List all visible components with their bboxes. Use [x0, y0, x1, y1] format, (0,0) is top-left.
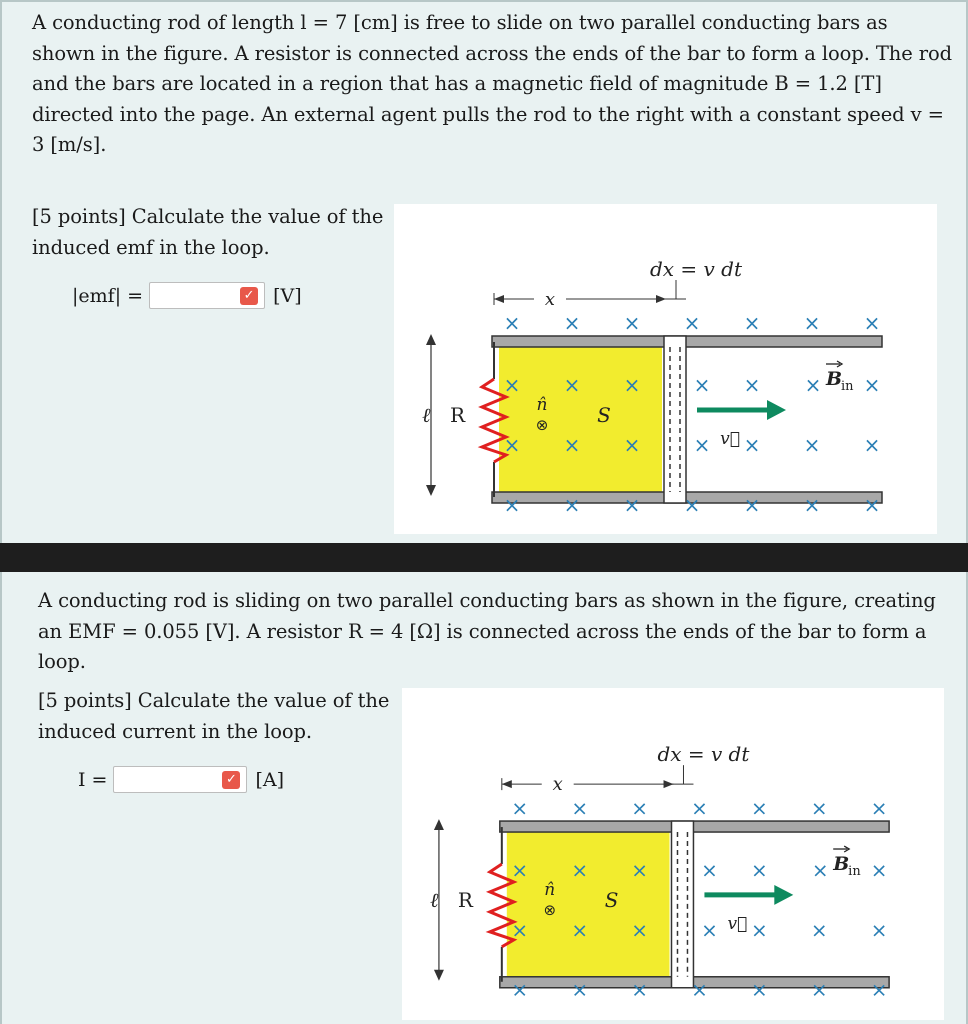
field-cross: ×: [701, 917, 718, 942]
rail-circuit-figure: [394, 204, 937, 534]
question-1-part: [32, 202, 383, 263]
question-2-part: [38, 686, 389, 747]
question-2-text: [38, 586, 936, 678]
current-answer-row: [78, 766, 284, 793]
field-cross: ×: [691, 977, 708, 1002]
sliding-rod: [664, 336, 686, 503]
field-cross: ×: [631, 977, 648, 1002]
length-arrow-top: [434, 819, 444, 830]
field-cross: ×: [503, 493, 521, 517]
field-cross: ×: [870, 857, 888, 882]
x-arrow-left: [494, 295, 504, 303]
field-cross: ×: [693, 433, 711, 457]
field-cross: ×: [743, 433, 761, 457]
field-cross: ×: [863, 433, 881, 457]
field-cross: ×: [623, 311, 641, 335]
field-cross: ×: [563, 373, 581, 397]
field-cross: ×: [693, 373, 711, 397]
field-cross: ×: [571, 917, 589, 942]
field-cross: ×: [743, 311, 761, 335]
field-cross: ×: [863, 311, 881, 335]
b-label: B: [833, 852, 850, 875]
q1-line-4: directed into the page. An external agent pulls the rod to the right with a constant speed v =: [32, 102, 944, 126]
q1-line-3: and the bars are located in a region that has a magnetic field of magnitude B = 1.2 [T]: [32, 72, 882, 95]
velocity-arrow-head: [767, 400, 786, 420]
swept-area: [507, 832, 670, 977]
top-rail: [500, 821, 889, 832]
emf-label: |emf| =: [72, 284, 144, 307]
q2-part-line-2: induced current in the loop.: [38, 719, 312, 743]
field-cross: ×: [701, 857, 718, 882]
n-hat-label: n̂: [536, 395, 548, 415]
n-hat-label: n̂: [544, 878, 556, 899]
b-label: B: [826, 368, 843, 390]
field-cross: ×: [743, 373, 761, 397]
field-cross: ×: [563, 433, 581, 457]
field-cross: ×: [870, 977, 888, 1002]
q1-part-line-2: induced emf in the loop.: [32, 235, 270, 259]
q1-line-1: A conducting rod of length l = 7 [cm] is free to slide on two parallel conducting bars as: [32, 11, 888, 34]
b-subscript-label: in: [841, 379, 854, 394]
dx-label: dx = v dt: [649, 257, 743, 281]
length-arrow-top: [426, 334, 436, 345]
rail-circuit-figure: [402, 688, 944, 1020]
field-cross: ×: [511, 857, 529, 882]
section-divider: [0, 543, 968, 572]
field-cross: ×: [511, 917, 529, 942]
x-label: x: [552, 774, 563, 796]
q1-part-line-1: [5 points] Calculate the value of the: [32, 205, 384, 228]
field-cross: ×: [750, 796, 768, 821]
field-cross: ×: [743, 493, 761, 517]
field-cross: ×: [503, 433, 521, 457]
field-cross: ×: [870, 796, 888, 821]
field-cross: ×: [511, 977, 529, 1002]
q2-line-3: loop.: [38, 650, 86, 673]
field-cross: ×: [571, 857, 589, 882]
current-label: I =: [78, 768, 108, 791]
field-cross: ×: [511, 796, 529, 821]
area-vector-icon: ⊗: [543, 900, 557, 919]
field-cross: ×: [503, 373, 521, 397]
check-icon[interactable]: ✓: [240, 287, 258, 305]
emf-input[interactable]: [149, 282, 265, 309]
field-cross: ×: [863, 493, 881, 517]
q2-line-1: A conducting rod is sliding on two parallel conducting bars as shown in the figure, creating: [38, 589, 936, 612]
length-arrow-bottom: [434, 970, 444, 981]
field-cross: ×: [623, 433, 641, 457]
s-label: S: [597, 403, 611, 427]
field-cross: ×: [623, 373, 641, 397]
emf-unit: [V]: [273, 284, 302, 307]
area-vector-icon: ⊗: [535, 416, 549, 434]
field-cross: ×: [803, 433, 821, 457]
rail-circuit-diagram: [402, 688, 944, 1020]
q2-line-2: an EMF = 0.055 [V]. A resistor R = 4 [Ω] is connected across the ends of the bar to form a: [38, 619, 927, 643]
top-rail: [492, 336, 882, 347]
swept-area: [499, 347, 662, 492]
field-cross: ×: [803, 493, 821, 517]
q1-line-2: shown in the figure. A resistor is connected across the ends of the bar to form a loop. The rod: [32, 41, 953, 65]
field-cross: ×: [811, 857, 829, 882]
q1-line-5: 3 [m/s].: [32, 133, 107, 156]
ell-label: ℓ: [429, 887, 439, 912]
r-label: R: [450, 403, 466, 427]
field-cross: ×: [750, 857, 768, 882]
v-label: v⃗: [720, 429, 740, 449]
field-cross: ×: [571, 977, 589, 1002]
v-label: v⃗: [727, 912, 748, 933]
ell-label: ℓ: [422, 403, 431, 427]
field-cross: ×: [804, 373, 822, 397]
field-cross: ×: [503, 311, 521, 335]
field-cross: ×: [810, 796, 828, 821]
check-icon[interactable]: ✓: [222, 771, 240, 789]
field-cross: ×: [683, 493, 701, 517]
field-cross: ×: [750, 977, 768, 1002]
velocity-arrow-head: [774, 885, 793, 905]
field-cross: ×: [683, 311, 701, 335]
sliding-rod: [672, 821, 694, 988]
question-2-panel: [0, 572, 968, 1024]
field-cross: ×: [631, 917, 648, 942]
field-cross: ×: [810, 977, 828, 1002]
field-cross: ×: [750, 917, 768, 942]
x-label: x: [544, 289, 556, 310]
current-unit: [A]: [255, 768, 285, 791]
field-cross: ×: [571, 796, 589, 821]
current-input[interactable]: [113, 766, 247, 793]
field-cross: ×: [863, 373, 881, 397]
dx-label: dx = v dt: [657, 742, 750, 767]
r-label: R: [457, 887, 473, 912]
field-cross: ×: [870, 917, 888, 942]
field-cross: ×: [563, 493, 581, 517]
field-cross: ×: [810, 917, 828, 942]
question-1-text: [32, 8, 952, 161]
rail-circuit-diagram: [394, 204, 937, 534]
emf-answer-row: [72, 282, 302, 309]
field-cross: ×: [803, 311, 821, 335]
b-subscript-label: in: [848, 863, 861, 879]
q2-part-line-1: [5 points] Calculate the value of the: [38, 689, 390, 712]
field-cross: ×: [691, 796, 708, 821]
field-cross: ×: [631, 796, 648, 821]
field-cross: ×: [563, 311, 581, 335]
field-cross: ×: [623, 493, 641, 517]
field-cross: ×: [631, 857, 648, 882]
x-arrow-left: [502, 780, 512, 788]
s-label: S: [604, 887, 619, 912]
length-arrow-bottom: [426, 485, 436, 496]
